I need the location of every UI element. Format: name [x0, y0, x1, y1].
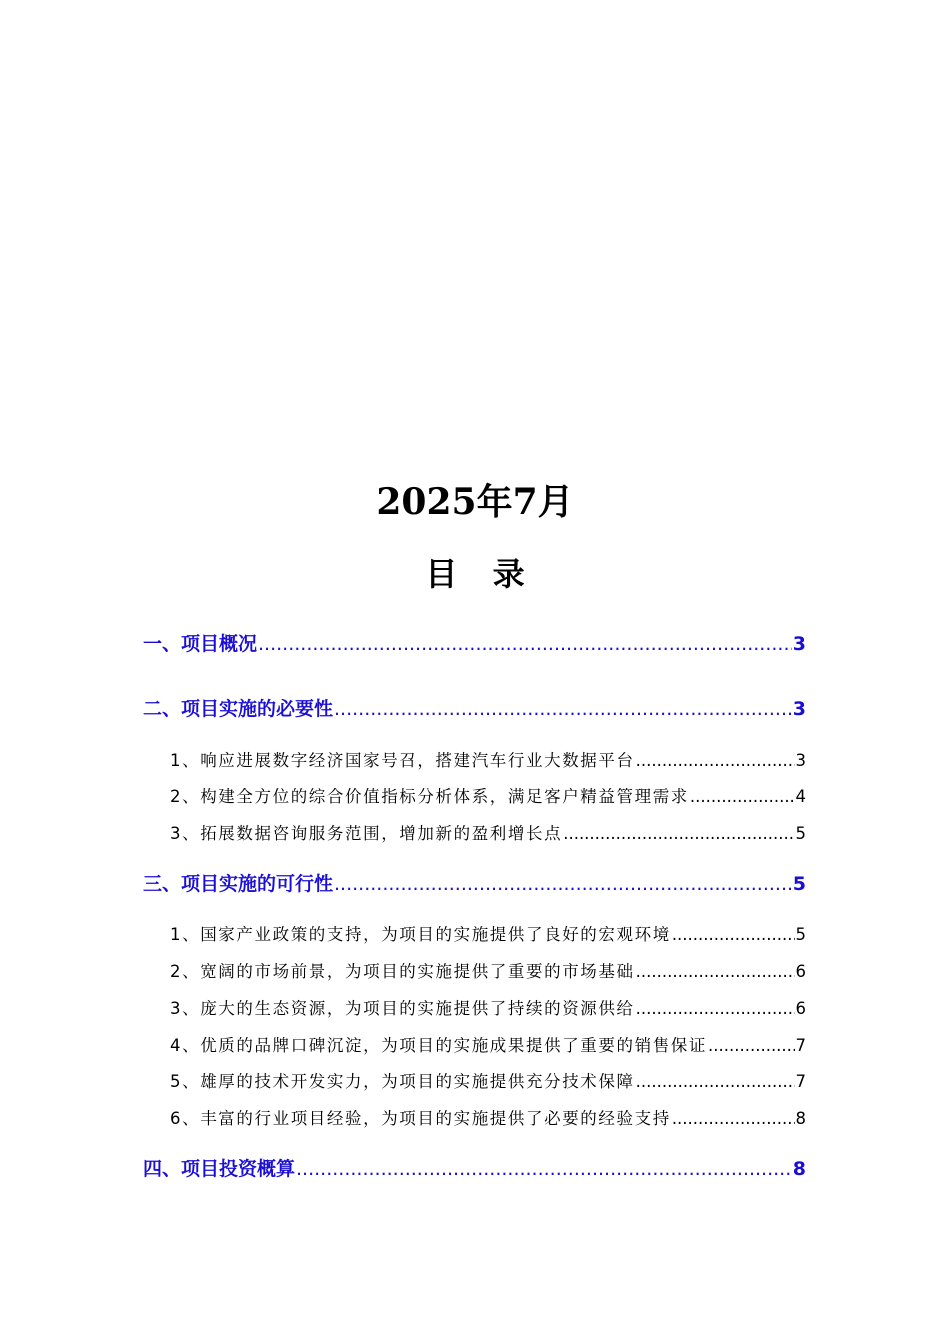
toc-entry-3-5[interactable]: [170, 1069, 806, 1095]
toc-dot-leader: [708, 1033, 795, 1059]
toc-entry-page: 6: [795, 962, 806, 981]
toc-entry-page: 5: [795, 925, 806, 944]
toc-entry-title: 4、优质的品牌口碑沉淀，为项目的实施成果提供了重要的销售保证: [170, 1036, 707, 1055]
toc-entry-title: 四、项目投资概算: [143, 1158, 296, 1180]
toc-entry-3-1[interactable]: [170, 922, 806, 948]
toc-dot-leader: [690, 784, 795, 810]
toc-dot-leader: [636, 996, 795, 1022]
toc-entry-page: 8: [795, 1109, 806, 1128]
toc-dot-leader: [636, 748, 795, 774]
toc-entry-title: 5、雄厚的技术开发实力，为项目的实施提供充分技术保障: [170, 1072, 635, 1091]
toc-dot-leader: [296, 1154, 792, 1184]
toc-entry-page: 8: [792, 1158, 806, 1180]
document-date: 2025年7月: [376, 481, 574, 523]
toc-entry-page: 4: [795, 787, 806, 806]
toc-title: 目 录: [425, 555, 537, 593]
toc-entry-title: 2、宽阔的市场前景，为项目的实施提供了重要的市场基础: [170, 962, 635, 981]
toc-entry-page: 3: [792, 698, 806, 720]
toc-entry-3[interactable]: [143, 869, 806, 899]
toc-entry-title: 6、丰富的行业项目经验，为项目的实施提供了必要的经验支持: [170, 1109, 671, 1128]
toc-dot-leader: [334, 869, 792, 899]
toc-entry-title: 3、拓展数据咨询服务范围，增加新的盈利增长点: [170, 824, 563, 843]
toc-entry-title: 2、构建全方位的综合价值指标分析体系，满足客户精益管理需求: [170, 787, 689, 806]
toc-entry-title: 1、国家产业政策的支持，为项目的实施提供了良好的宏观环境: [170, 925, 671, 944]
toc-entry-3-6[interactable]: [170, 1106, 806, 1132]
toc-entry-page: 5: [795, 824, 806, 843]
toc-dot-leader: [672, 922, 795, 948]
toc-entry-page: 6: [795, 999, 806, 1018]
toc-entry-2[interactable]: [143, 694, 806, 724]
toc-entry-title: 一、项目概况: [143, 633, 258, 655]
toc-dot-leader: [672, 1106, 795, 1132]
toc-entry-page: 7: [795, 1072, 806, 1091]
toc-entry-2-1[interactable]: [170, 748, 806, 774]
toc-entry-title: 3、庞大的生态资源，为项目的实施提供了持续的资源供给: [170, 999, 635, 1018]
toc-entry-3-2[interactable]: [170, 959, 806, 985]
toc-entry-2-2[interactable]: [170, 784, 806, 810]
toc-entry-title: 三、项目实施的可行性: [143, 873, 334, 895]
toc-dot-leader: [334, 694, 792, 724]
toc-entry-4[interactable]: [143, 1154, 806, 1184]
toc-entry-page: 3: [792, 633, 806, 655]
toc-entry-title: 二、项目实施的必要性: [143, 698, 334, 720]
toc-entry-page: 7: [795, 1036, 806, 1055]
toc-entry-1[interactable]: [143, 629, 806, 659]
toc-entry-page: 3: [795, 751, 806, 770]
toc-dot-leader: [636, 1069, 795, 1095]
toc-entry-3-3[interactable]: [170, 996, 806, 1022]
toc-entry-2-3[interactable]: [170, 821, 806, 847]
toc-dot-leader: [258, 629, 792, 659]
toc-entry-title: 1、响应进展数字经济国家号召，搭建汽车行业大数据平台: [170, 751, 635, 770]
toc-dot-leader: [563, 821, 794, 847]
toc-entry-page: 5: [792, 873, 806, 895]
toc-entry-3-4[interactable]: [170, 1033, 806, 1059]
toc-dot-leader: [636, 959, 795, 985]
